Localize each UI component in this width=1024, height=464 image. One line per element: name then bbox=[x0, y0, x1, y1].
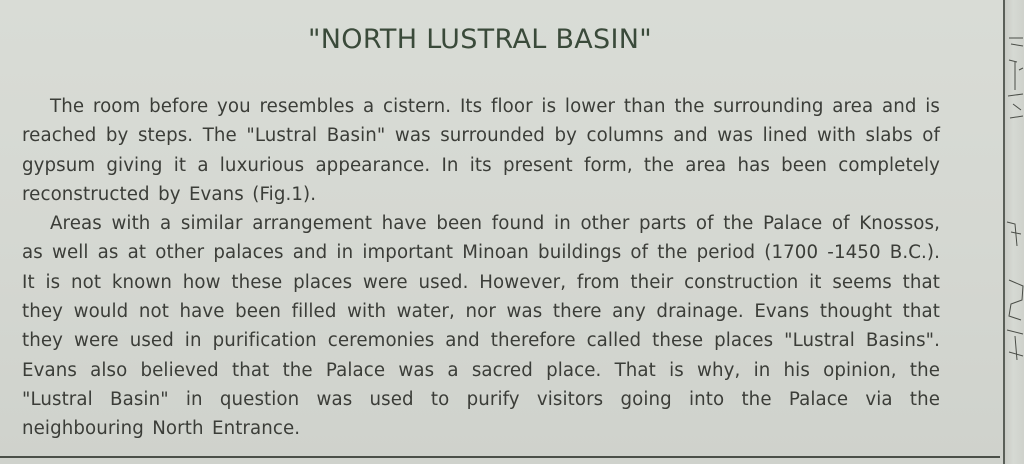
paragraph-1: The room before you resembles a cistern. Its floor is lower than the surrounding area and is reached by steps. The "Lustral Basin" was surrounded by columns and was lined with slabs of gypsum giving it a luxurious appearance. In its present form, the area has been completely reconstructed by Evans (Fig.1). bbox=[22, 96, 940, 205]
sign-title: "NORTH LUSTRAL BASIN" bbox=[308, 24, 652, 55]
sign-body bbox=[22, 92, 940, 444]
bottom-divider-line bbox=[0, 456, 1000, 458]
paragraph-2: Areas with a similar arrangement have been found in other parts of the Palace of Knossos, as well as at other palaces and in important Minoan buildings of the period (1700 -1450 B.C.). It is not known how these places were used. However, from their construction it seems that they would not have been filled with water, nor was there any drainage. Evans thought that they were used in purification ceremonies and therefore called these places "Lustral Basins". Evans also believed that the Palace was a sacred place. That is why, in his opinion, the "Lustral Basin" in question was used to purify visitors going into the Palace via the neighbouring North Entrance. bbox=[22, 213, 940, 440]
figure-sketch-fragment bbox=[1005, 0, 1024, 464]
